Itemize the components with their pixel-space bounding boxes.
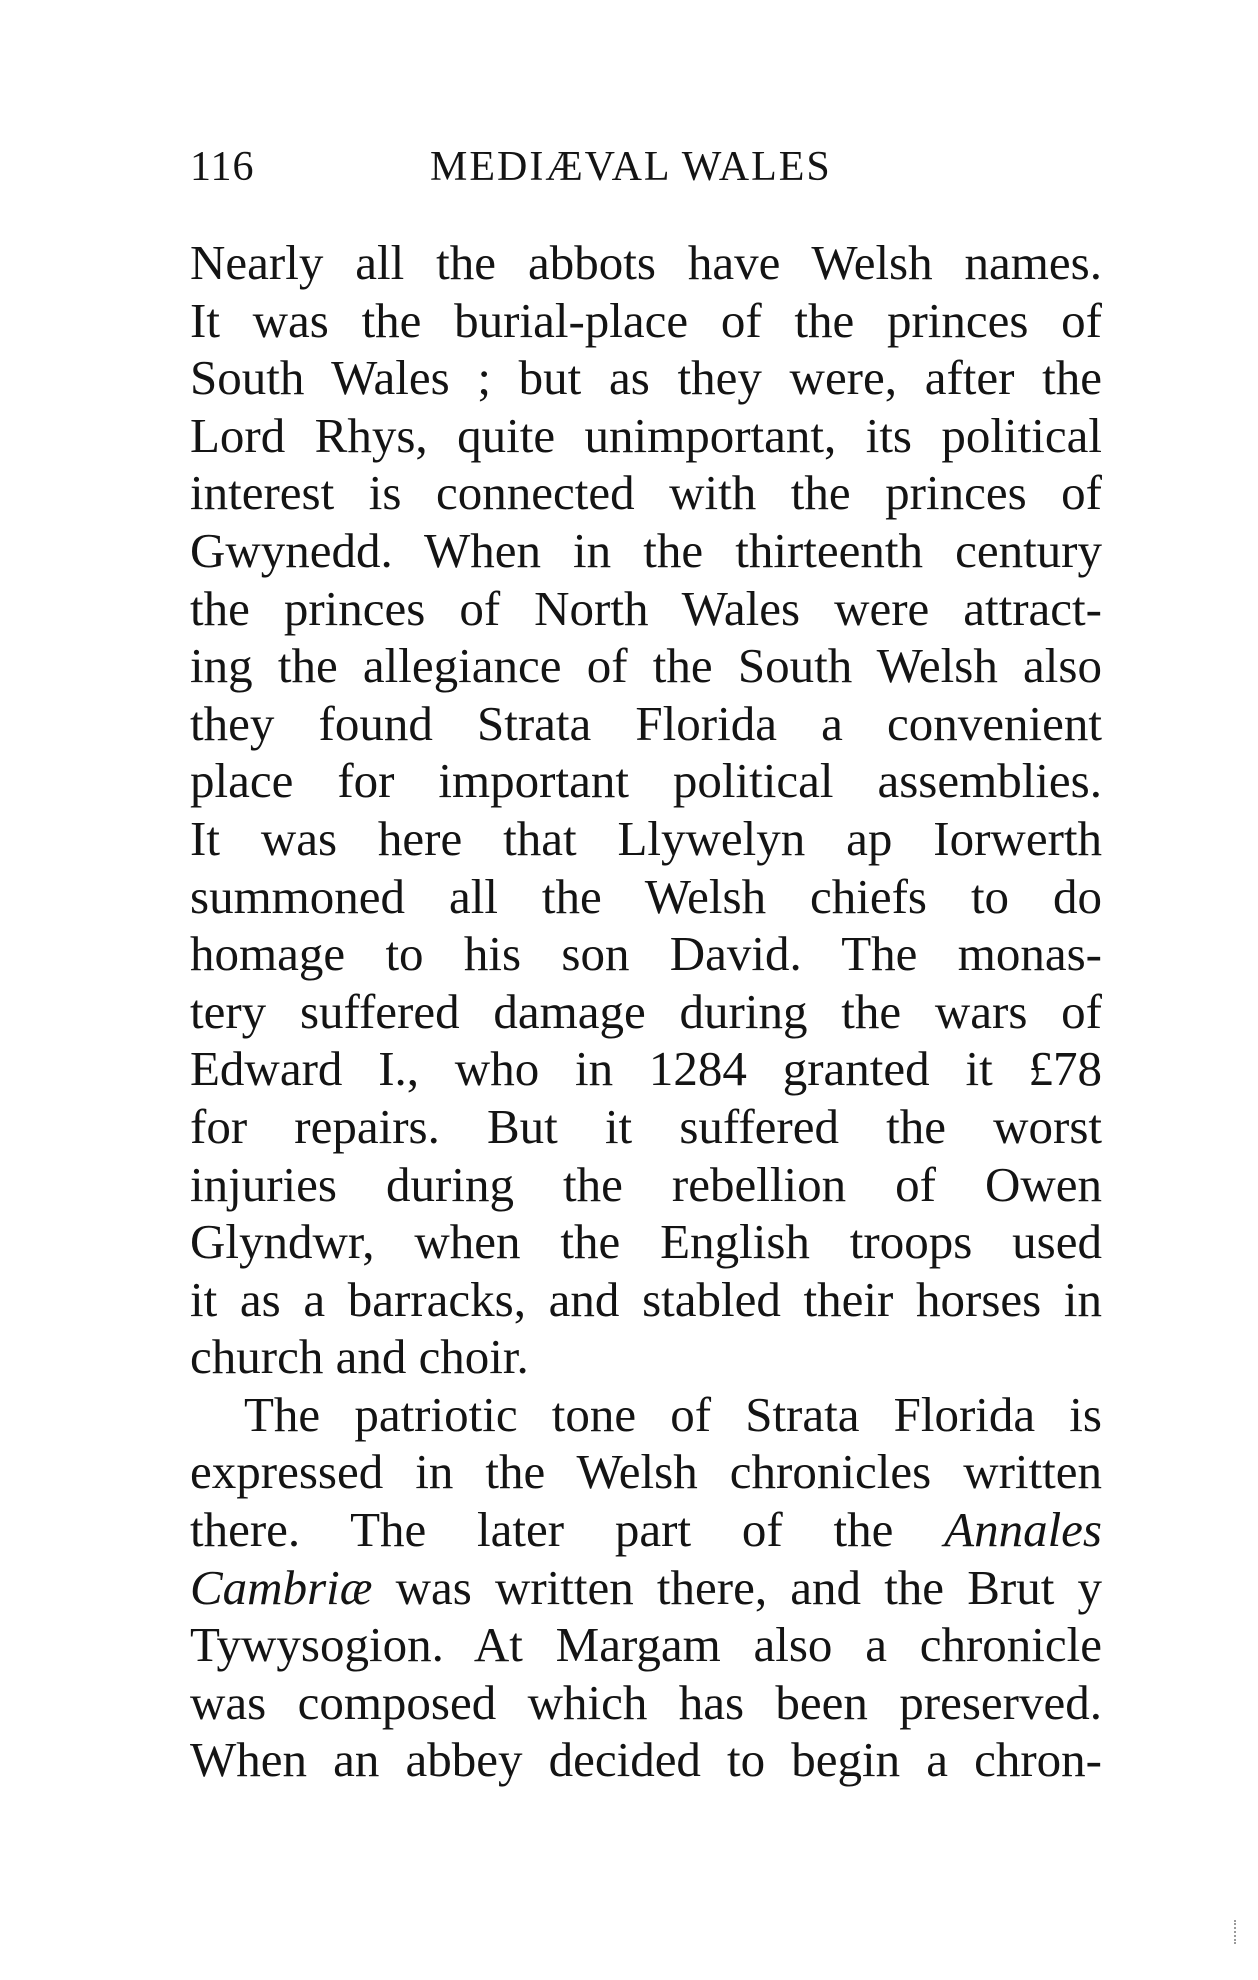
text-line: Glyndwr, when the English troops used (190, 1214, 1102, 1270)
paragraph-2 (190, 1386, 1102, 1789)
text-line (190, 1501, 1102, 1559)
text-line: It was here that Llywelyn ap Iorwerth (190, 810, 1102, 866)
text-line: It was the burial-place of the princes of (190, 292, 1102, 348)
text-line: the princes of North Wales were attract- (190, 580, 1102, 636)
text-line: Tywysogion. At Margam also a chronicle (190, 1617, 1102, 1673)
text-line: Lord Rhys, quite unimportant, its political (190, 407, 1102, 463)
text-line: it as a barracks, and stabled their horses in (190, 1271, 1102, 1327)
text-line: The patriotic tone of Strata Florida is (244, 1386, 1102, 1442)
paragraph-1 (190, 234, 1102, 1386)
text-line: tery suffered damage during the wars of (190, 983, 1102, 1039)
text-line: When an abbey decided to begin a chron- (190, 1732, 1102, 1788)
text-segment: there. The later part of the (190, 1502, 894, 1558)
text-line: Edward I., who in 1284 granted it £78 (190, 1041, 1102, 1097)
text-line: they found Strata Florida a convenient (190, 695, 1102, 751)
text-line (190, 1559, 1102, 1617)
text-line: expressed in the Welsh chronicles written (190, 1444, 1102, 1500)
text-line: Nearly all the abbots have Welsh names. (190, 235, 1102, 290)
text-line: Gwynedd. When in the thirteenth century (190, 522, 1102, 578)
running-title: MEDIÆVAL WALES (430, 144, 832, 190)
page-number: 116 (190, 144, 255, 190)
text-line: homage to his son David. The monas- (190, 926, 1102, 982)
italic-title: Cambriæ (190, 1559, 373, 1615)
text-line: ing the allegiance of the South Welsh also (190, 638, 1102, 694)
text-line: injuries during the rebellion of Owen (190, 1156, 1102, 1212)
scan-mark (1234, 1920, 1240, 1944)
text-line: was composed which has been preserved. (190, 1674, 1102, 1730)
text-line: South Wales ; but as they were, after the (190, 350, 1102, 406)
italic-title: Annales (944, 1502, 1103, 1558)
text-line: interest is connected with the princes of (190, 465, 1102, 521)
running-head (190, 142, 1110, 192)
text-line: place for important political assemblies. (190, 753, 1102, 809)
text-line: church and choir. (190, 1329, 529, 1385)
text-line: summoned all the Welsh chiefs to do (190, 868, 1102, 924)
body-text (190, 234, 1102, 1789)
text-segment: was written there, and the Brut y (395, 1559, 1103, 1615)
text-line: for repairs. But it suffered the worst (190, 1098, 1102, 1154)
